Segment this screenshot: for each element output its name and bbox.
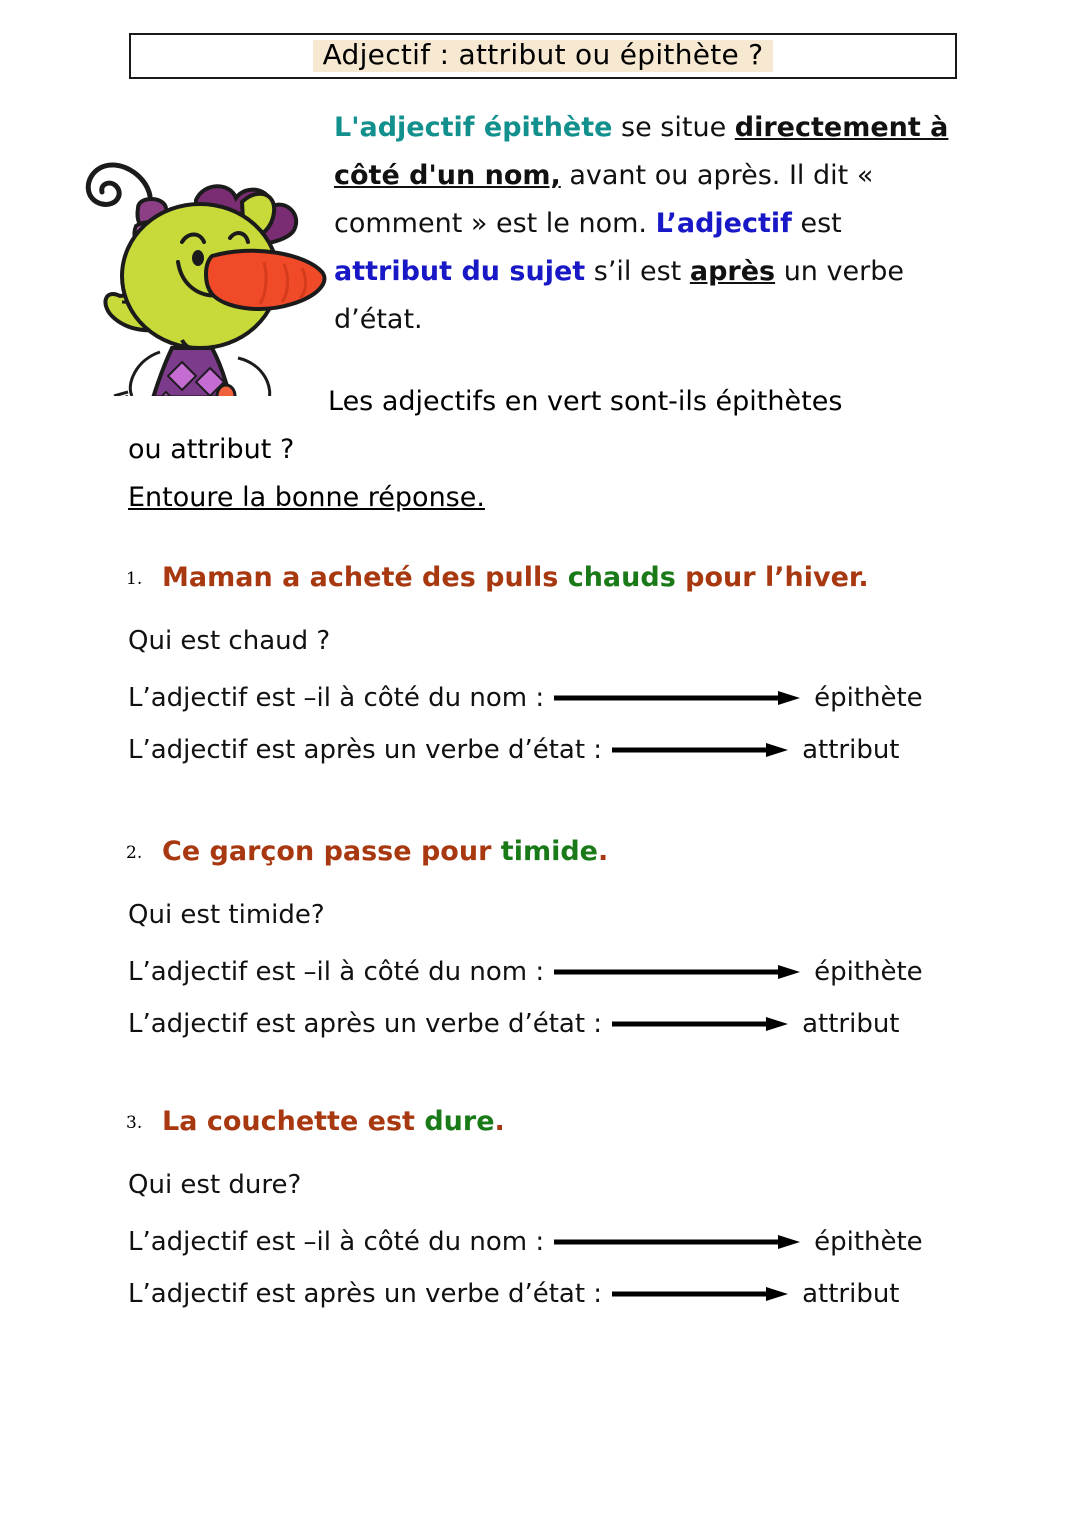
intro-adjectif-term: L’adjectif <box>655 208 792 239</box>
target-adjective: timide <box>500 836 598 867</box>
exercise-item-1 <box>128 558 988 765</box>
exercise-sentence <box>128 1102 988 1143</box>
prompt-instruction: Entoure la bonne réponse. <box>128 482 485 513</box>
sentence-part-after: pour l’hiver. <box>675 562 869 593</box>
answer-row-attribut[interactable] <box>128 735 988 765</box>
answer-label-attribut: L’adjectif est après un verbe d’état : <box>128 1279 603 1309</box>
answer-label-epithete: L’adjectif est –il à côté du nom : <box>128 1227 545 1257</box>
answer-option-attribut[interactable]: attribut <box>802 1279 900 1309</box>
sentence-part-before: La couchette est <box>162 1106 425 1137</box>
answer-option-attribut[interactable]: attribut <box>802 1009 900 1039</box>
intro-text-2: avant ou après. Il dit « comment » est le nom. <box>334 160 874 239</box>
intro-epithete-term: L'adjectif épithète <box>334 112 613 143</box>
arrow-right-icon <box>552 689 802 707</box>
exercise-question: Qui est dure? <box>128 1170 302 1200</box>
answer-row-epithete[interactable] <box>128 957 988 987</box>
answer-row-attribut[interactable] <box>128 1009 988 1039</box>
intro-emphasis-apres: après <box>689 256 776 287</box>
exercise-number: 1. <box>126 569 143 589</box>
intro-emphasis-position: directement à côté d'un nom, <box>334 112 949 191</box>
exercise-item-2 <box>128 832 988 1039</box>
sentence-part-after: . <box>597 836 609 867</box>
answer-label-attribut: L’adjectif est après un verbe d’état : <box>128 1009 603 1039</box>
arrow-right-icon <box>552 963 802 981</box>
exercise-question: Qui est chaud ? <box>128 626 331 656</box>
sentence-part-before: Maman a acheté des pulls <box>162 562 568 593</box>
answer-row-attribut[interactable] <box>128 1279 988 1309</box>
target-adjective: dure <box>424 1106 495 1137</box>
sentence-part-before: Ce garçon passe pour <box>162 836 501 867</box>
intro-text-1: se situe <box>612 112 735 143</box>
answer-option-epithete[interactable]: épithète <box>814 1227 923 1257</box>
arrow-right-icon <box>610 1285 790 1303</box>
arrow-right-icon <box>610 741 790 759</box>
prompt-line-1: Les adjectifs en vert sont-ils épithètes <box>328 386 843 417</box>
answer-label-attribut: L’adjectif est après un verbe d’état : <box>128 735 603 765</box>
exercise-question: Qui est timide? <box>128 900 325 930</box>
elf-mascot-icon <box>78 96 330 396</box>
worksheet-title-box <box>129 33 957 79</box>
exercise-item-3 <box>128 1102 988 1309</box>
answer-option-attribut[interactable]: attribut <box>802 735 900 765</box>
answer-option-epithete[interactable]: épithète <box>814 957 923 987</box>
answer-label-epithete: L’adjectif est –il à côté du nom : <box>128 683 545 713</box>
arrow-right-icon <box>610 1015 790 1033</box>
lesson-intro-text <box>334 104 964 344</box>
exercise-prompt <box>128 378 964 522</box>
target-adjective: chauds <box>567 562 676 593</box>
sentence-part-after: . <box>494 1106 505 1137</box>
arrow-right-icon <box>552 1233 802 1251</box>
exercise-sentence <box>128 832 988 873</box>
prompt-line-2: ou attribut ? <box>128 434 295 465</box>
exercise-number: 3. <box>126 1113 143 1133</box>
exercise-number: 2. <box>126 843 143 863</box>
answer-row-epithete[interactable] <box>128 1227 988 1257</box>
intro-text-3: est <box>791 208 842 239</box>
answer-label-epithete: L’adjectif est –il à côté du nom : <box>128 957 545 987</box>
answer-option-epithete[interactable]: épithète <box>814 683 923 713</box>
intro-attribut-term: attribut du sujet <box>334 256 586 287</box>
page-title: Adjectif : attribut ou épithète ? <box>313 40 774 72</box>
exercise-sentence <box>128 558 988 599</box>
intro-text-5: un verbe d’état. <box>334 256 904 335</box>
answer-row-epithete[interactable] <box>128 683 988 713</box>
intro-text-4: s’il est <box>585 256 690 287</box>
